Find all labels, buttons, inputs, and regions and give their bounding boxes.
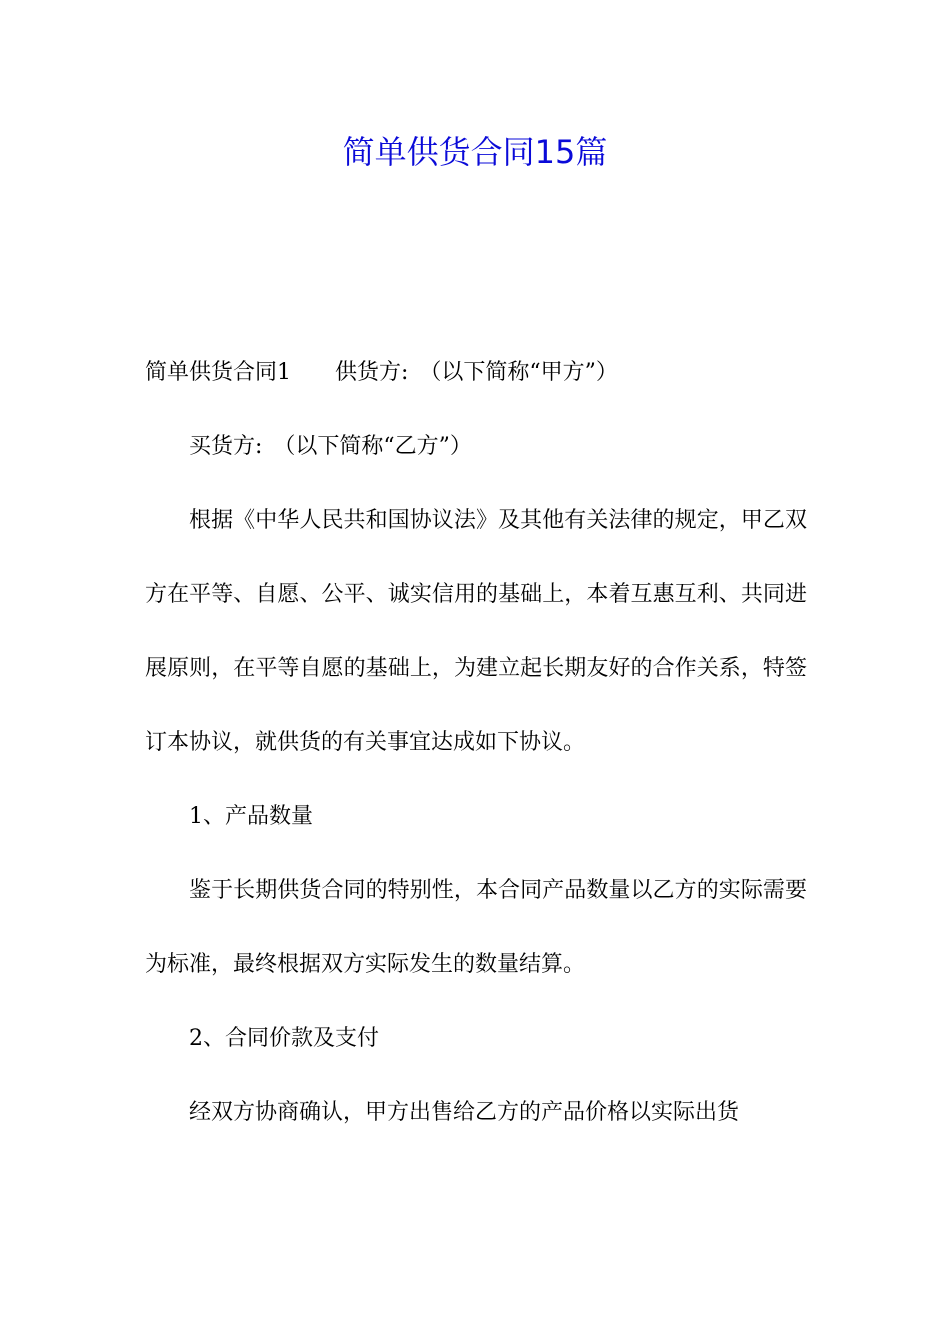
- section-heading-price-payment: 2、合同价款及支付: [189, 1026, 379, 1051]
- document-title: 简单供货合同15篇: [342, 133, 608, 171]
- paragraph-product-quantity: 鉴于长期供货合同的特别性，本合同产品数量以乙方的实际需要为标准，最终根据双方实际发生的数量结算。: [145, 878, 807, 977]
- section-heading-product-quantity: 1、产品数量: [189, 804, 313, 829]
- paragraph-preamble: 根据《中华人民共和国协议法》及其他有关法律的规定，甲乙双方在平等、自愿、公平、诚实信用的基础上，本着互惠互利、共同进展原则，在平等自愿的基础上，为建立起长期友好的合作关系，特签订本协议，就供货的有关事宜达成如下协议。: [145, 508, 807, 755]
- paragraph-buyer: 买货方: （以下简称“乙方”）: [189, 434, 472, 459]
- document-body: [145, 336, 807, 1150]
- paragraph-price-payment: 经双方协商确认，甲方出售给乙方的产品价格以实际出货: [189, 1100, 740, 1125]
- paragraph-contract-header: 简单供货合同1 供货方: （以下简称“甲方”）: [145, 360, 618, 385]
